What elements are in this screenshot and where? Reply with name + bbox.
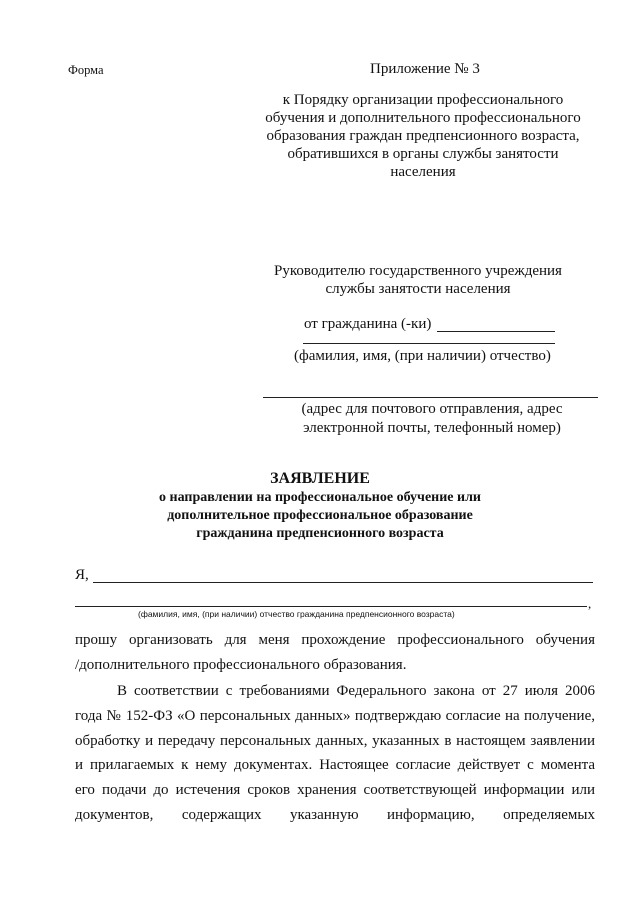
appendix-title: Приложение № 3 bbox=[370, 61, 480, 77]
consent-line: и прилагаемых к нему документах. Настоящее согласие действует с момента bbox=[75, 757, 595, 774]
subtitle-line: о направлении на профессиональное обучение или bbox=[159, 490, 481, 505]
appendix-line: обучения и дополнительного профессионального bbox=[265, 110, 581, 126]
addressee-line: Руководителю государственного учреждения bbox=[274, 263, 562, 279]
fio-caption: (фамилия, имя, (при наличии) отчество) bbox=[294, 348, 551, 364]
consent-line: В соответствии с требованиями Федерального закона от 27 июля 2006 bbox=[117, 683, 595, 699]
subtitle-line: дополнительное профессиональное образование bbox=[167, 508, 473, 523]
document-title: ЗАЯВЛЕНИЕ bbox=[270, 470, 370, 487]
consent-paragraph bbox=[75, 679, 595, 828]
consent-line: обработку и передачу персональных данных, указанных в настоящем заявлении bbox=[75, 732, 595, 749]
from-name-line[interactable] bbox=[437, 331, 555, 332]
form-label: Форма bbox=[68, 63, 104, 77]
request-line: прошу организовать для меня прохождение профессионального обучения bbox=[75, 632, 595, 648]
from-label: от гражданина (-ки) bbox=[304, 316, 432, 332]
subtitle-line: гражданина предпенсионного возраста bbox=[196, 526, 444, 541]
request-line: /дополнительного профессионального образования. bbox=[75, 656, 407, 673]
request-paragraph bbox=[75, 628, 595, 678]
consent-line: года № 152-ФЗ «О персональных данных» подтверждаю согласие на получение, bbox=[75, 707, 595, 724]
document-subtitle bbox=[0, 489, 640, 543]
applicant-comma: , bbox=[588, 596, 592, 611]
appendix-line: обратившихся в органы службы занятости bbox=[287, 146, 559, 162]
appendix-reference bbox=[238, 91, 608, 181]
addressee-line: службы занятости населения bbox=[325, 281, 511, 297]
appendix-line: населения bbox=[390, 164, 456, 180]
applicant-prefix: Я, bbox=[75, 567, 89, 583]
contact-caption bbox=[262, 400, 602, 438]
consent-line: документов, содержащих указанную информацию, определяемых bbox=[75, 806, 595, 823]
appendix-line: к Порядку организации профессионального bbox=[282, 92, 564, 108]
name-second-line[interactable] bbox=[303, 343, 555, 344]
contact-caption-line: (адрес для почтового отправления, адрес bbox=[301, 401, 563, 417]
consent-line: его подачи до истечения сроков хранения соответствующей информации или bbox=[75, 782, 595, 799]
applicant-name-line[interactable] bbox=[93, 582, 593, 583]
applicant-caption: (фамилия, имя, (при наличии) отчество гражданина предпенсионного возраста) bbox=[138, 609, 455, 619]
applicant-name-line-2[interactable] bbox=[75, 606, 587, 607]
contact-caption-line: электронной почты, телефонный номер) bbox=[303, 420, 561, 436]
addressee-block bbox=[248, 262, 588, 298]
contact-line[interactable] bbox=[263, 397, 598, 398]
appendix-line: образования граждан предпенсионного возраста, bbox=[266, 128, 580, 144]
